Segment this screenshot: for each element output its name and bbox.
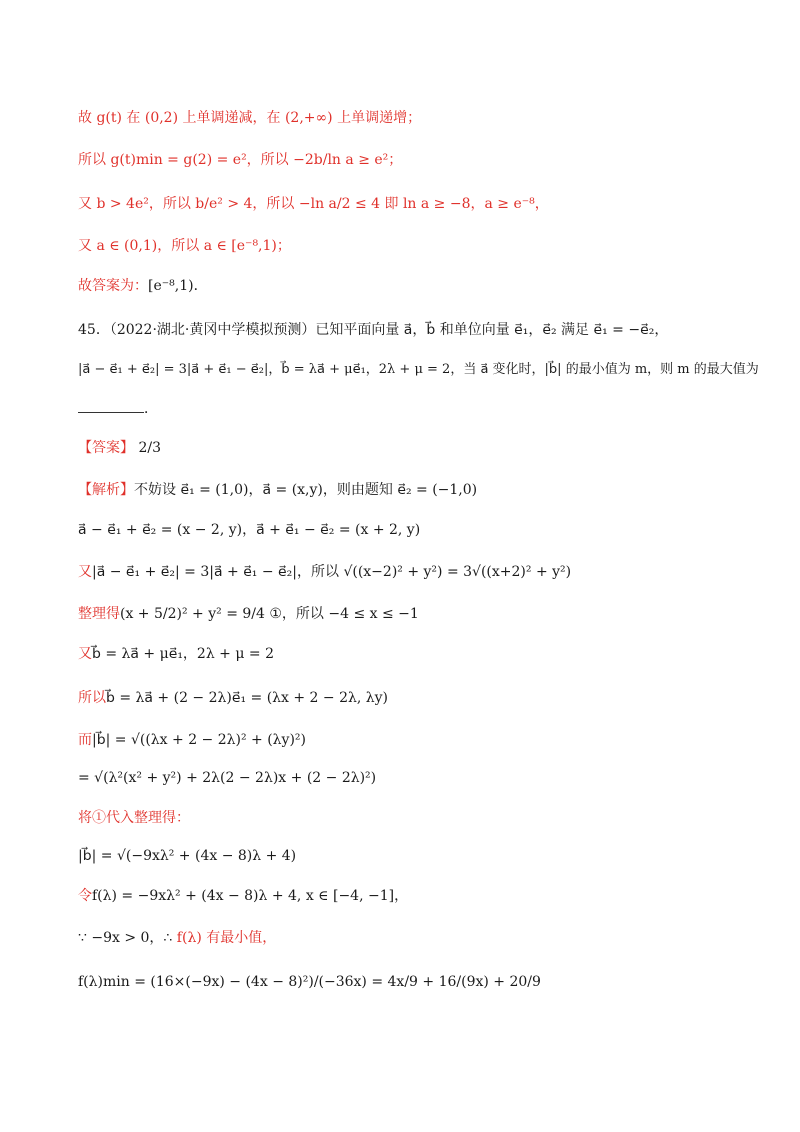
solution-line-a-range	[78, 236, 740, 256]
analysis-b-def	[78, 644, 740, 664]
blank-period: ．	[144, 401, 158, 417]
problem-45-blank	[78, 398, 740, 419]
line-prefix: 整理得	[78, 606, 120, 622]
analysis-text: 不妨设 e⃗₁ = (1,0)，a⃗ = (x,y)，则由题知 e⃗₂ = (−1,0)	[134, 482, 478, 498]
analysis-text: 将①代入整理得：	[78, 810, 190, 826]
analysis-text: a⃗ − e⃗₁ + e⃗₂ = (x − 2, y)，a⃗ + e⃗₁ − e⃗₂ = (x + 2, y)	[78, 522, 421, 538]
analysis-f-def	[78, 886, 740, 906]
analysis-b-norm-simplified	[78, 846, 740, 866]
line-text: 又 a ∈ (0,1)，所以 a ∈ [e⁻⁸,1)；	[78, 238, 291, 254]
analysis-f-has-min	[78, 928, 740, 948]
answer-blank[interactable]	[78, 398, 144, 413]
analysis-text: b⃗ = λa⃗ + μe⃗₁，2λ + μ = 2	[92, 646, 274, 662]
line-prefix: 而	[78, 732, 92, 748]
analysis-label: 【解析】	[78, 482, 134, 498]
solution-line-min-g	[78, 150, 740, 170]
analysis-text: f(λ) = −9xλ² + (4x − 8)λ + 4, x ∈ [−4, −1]，	[92, 888, 409, 904]
analysis-vectors	[78, 520, 740, 540]
answer-line-prev	[78, 276, 740, 296]
analysis-text: f(λ) 有最小值，	[176, 930, 277, 946]
analysis-circle	[78, 604, 740, 624]
analysis-b-coords	[78, 688, 740, 708]
analysis-condition	[78, 562, 740, 582]
problem-45-statement-2	[78, 360, 759, 380]
line-prefix: 所以	[78, 690, 106, 706]
problem-text: |a⃗ − e⃗₁ + e⃗₂| = 3|a⃗ + e⃗₁ − e⃗₂|，b⃗ = λa⃗ + μe⃗₁，2λ + μ = 2，当 a⃗ 变化时，|b⃗| 的最小值为 m，则 m 的最大值为	[78, 362, 759, 377]
solution-line-monotonic	[78, 108, 740, 128]
line-text: 所以 g(t)min = g(2) = e²，所以 −2b/ln a ≥ e²；	[78, 152, 403, 168]
analysis-b-norm	[78, 730, 740, 750]
line-text: 故 g(t) 在 (0,2) 上单调递减，在 (2,+∞) 上单调递增；	[78, 110, 422, 126]
problem-text: 45．（2022·湖北·黄冈中学模拟预测）已知平面向量 a⃗，b⃗ 和单位向量 e⃗₁，e⃗₂ 满足 e⃗₁ = −e⃗₂，	[78, 322, 669, 338]
analysis-f-min	[78, 972, 740, 992]
analysis-text: |b⃗| = √(−9xλ² + (4x − 8)λ + 4)	[78, 848, 297, 864]
solution-line-b-bound	[78, 194, 740, 214]
analysis-text: |a⃗ − e⃗₁ + e⃗₂| = 3|a⃗ + e⃗₁ − e⃗₂|，所以 √((x−2)² + y²) = 3√((x+2)² + y²)	[92, 564, 572, 580]
answer-value: [e⁻⁸,1)．	[148, 278, 208, 294]
analysis-text: |b⃗| = √((λx + 2 − 2λ)² + (λy)²)	[92, 732, 306, 748]
line-prefix: 又	[78, 564, 92, 580]
analysis-intro	[78, 480, 740, 500]
answer-label: 【答案】	[78, 440, 134, 456]
line-prefix: 又	[78, 646, 92, 662]
line-prefix: 令	[78, 888, 92, 904]
analysis-b-norm-expanded	[78, 768, 740, 788]
analysis-text: (x + 5/2)² + y² = 9/4 ①，所以 −4 ≤ x ≤ −1	[120, 606, 419, 622]
line-prefix: ∵ −9x > 0，∴	[78, 930, 177, 946]
answer-line	[78, 438, 740, 458]
answer-prefix: 故答案为：	[78, 278, 148, 294]
problem-45-statement-1	[78, 320, 740, 340]
analysis-text: b⃗ = λa⃗ + (2 − 2λ)e⃗₁ = (λx + 2 − 2λ, λy)	[106, 690, 389, 706]
analysis-substitute	[78, 808, 740, 828]
line-text: 又 b > 4e²，所以 b/e² > 4，所以 −ln a/2 ≤ 4 即 ln a ≥ −8，a ≥ e⁻⁸，	[78, 196, 549, 212]
analysis-text: f(λ)min = (16×(−9x) − (4x − 8)²)/(−36x) = 4x/9 + 16/(9x) + 20/9	[78, 974, 541, 990]
analysis-text: = √(λ²(x² + y²) + 2λ(2 − 2λ)x + (2 − 2λ)²)	[78, 770, 377, 786]
answer-value: 2/3	[138, 440, 161, 456]
